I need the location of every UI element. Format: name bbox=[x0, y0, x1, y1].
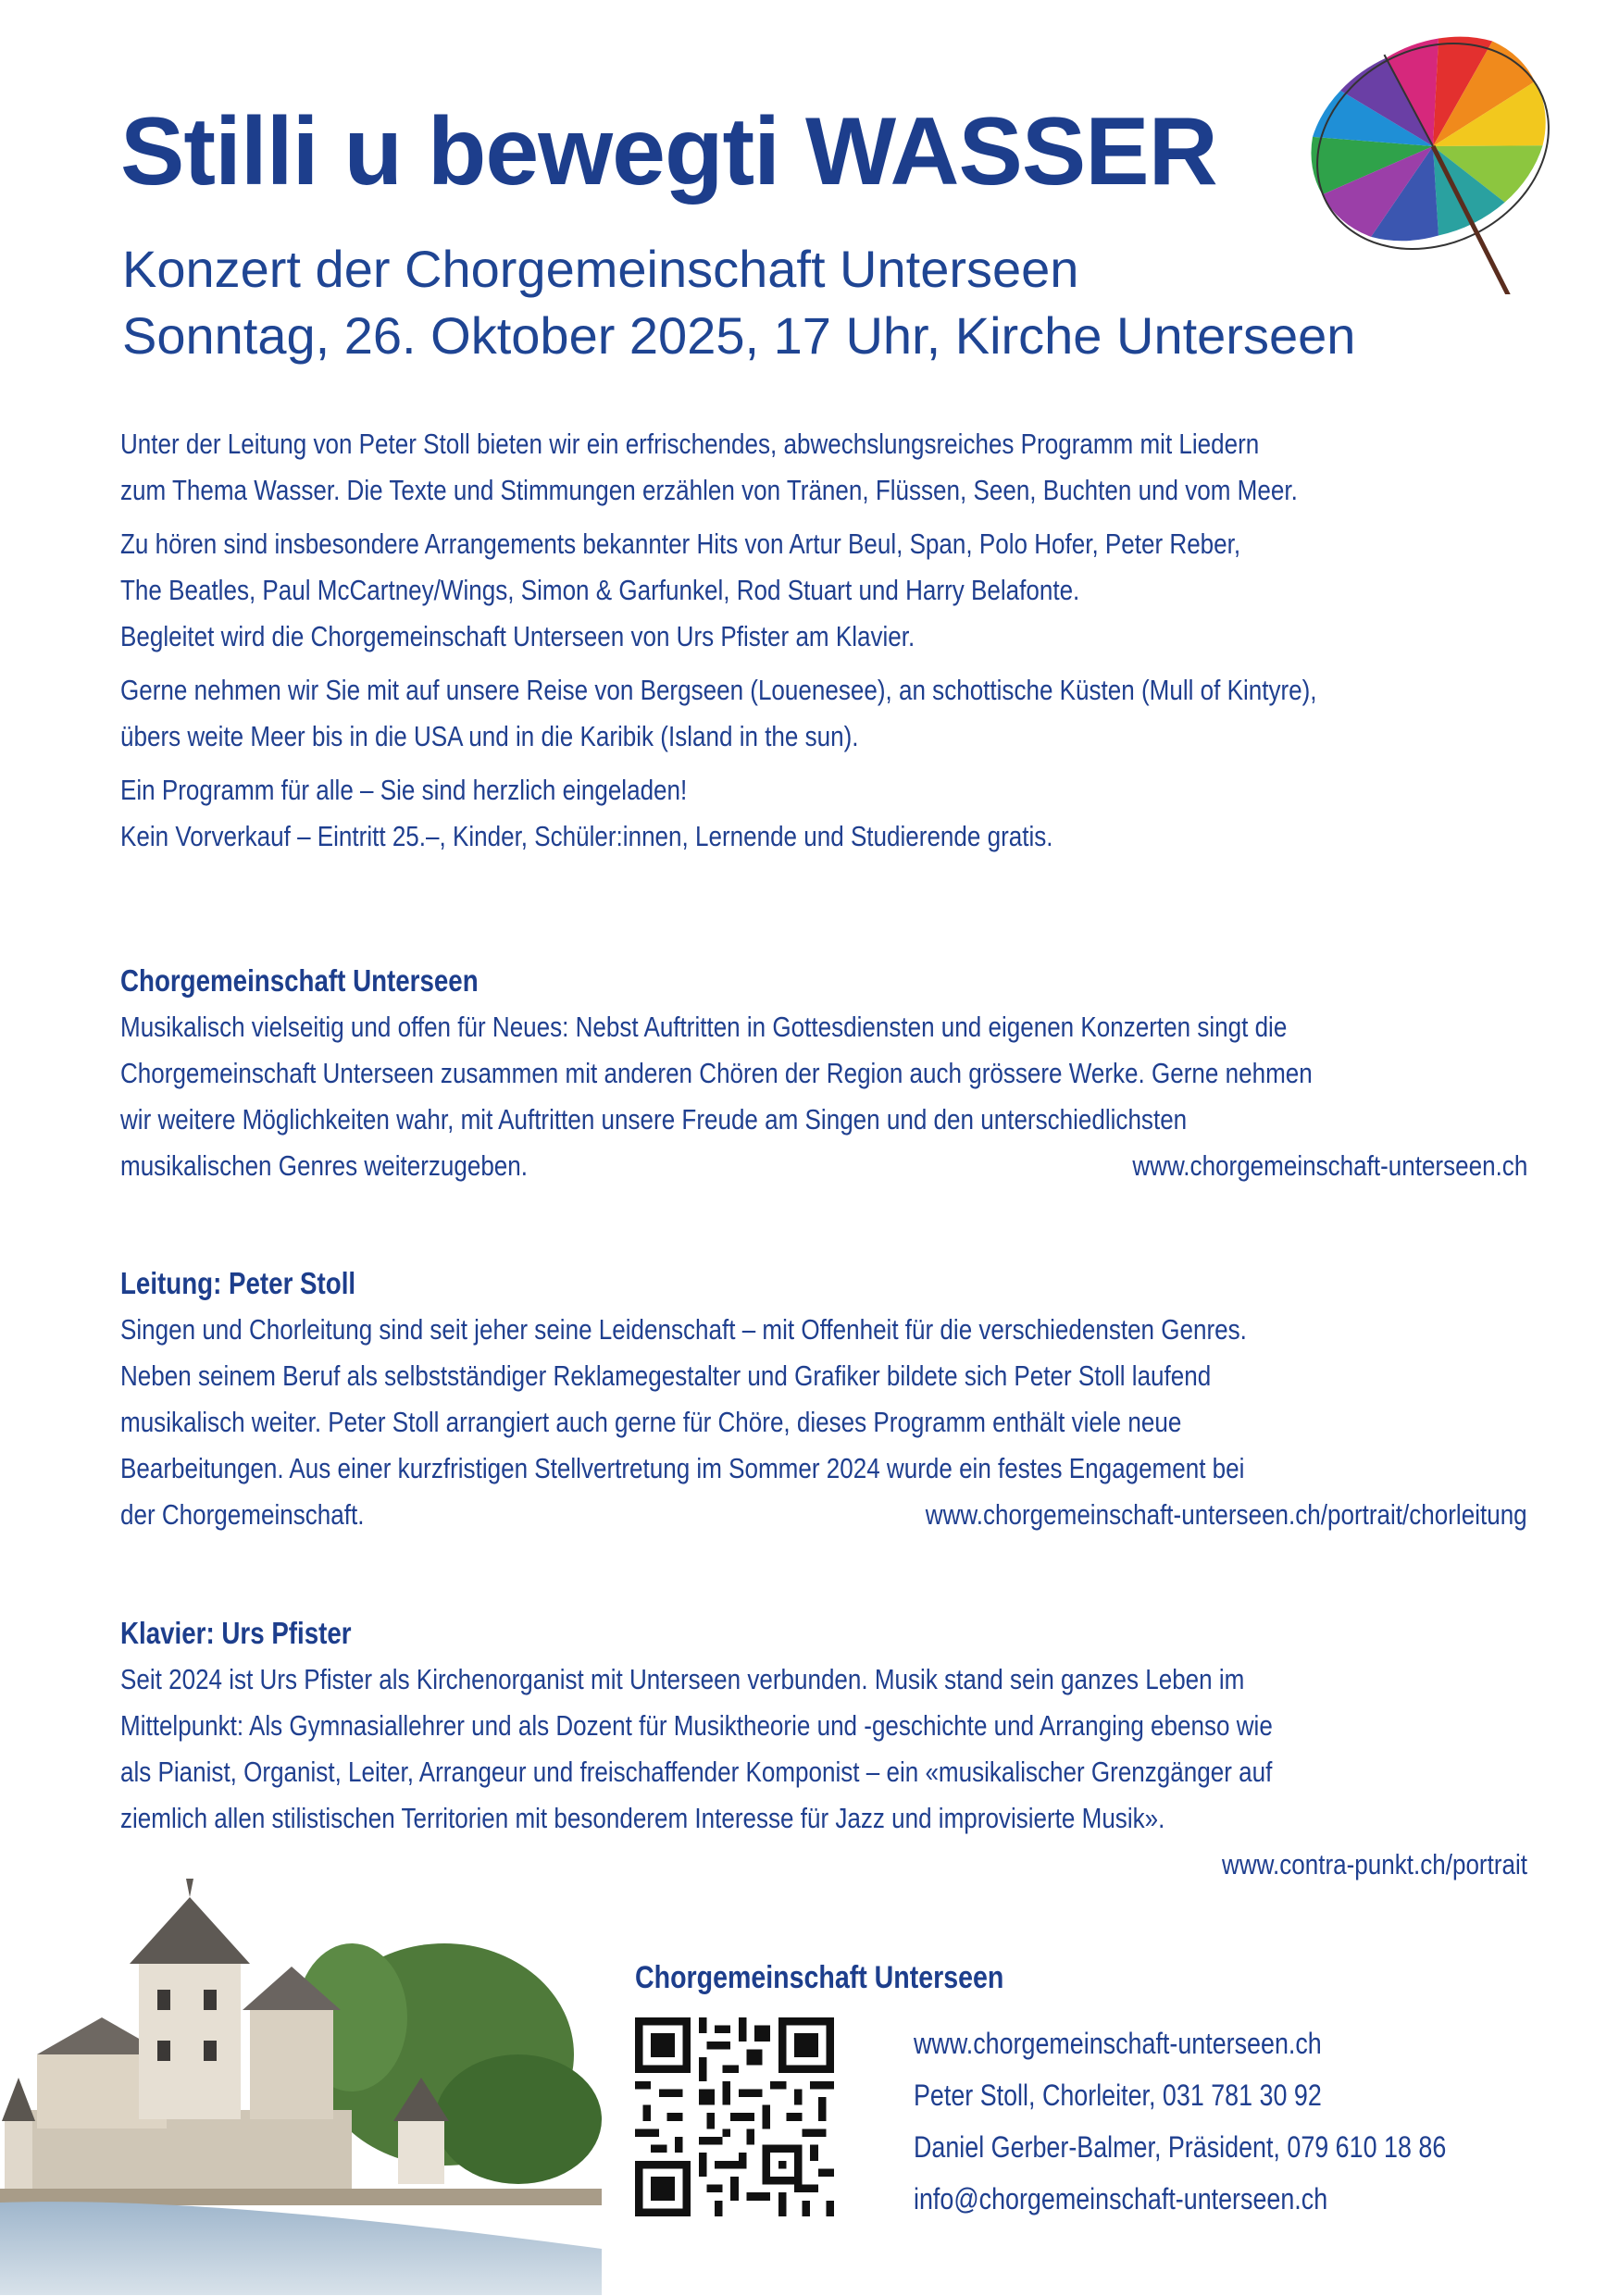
intro-text bbox=[120, 421, 1527, 867]
concert-subtitle: Konzert der Chorgemeinschaft Unterseen bbox=[122, 240, 1079, 298]
section-heading: Leitung: Peter Stoll bbox=[120, 1266, 356, 1300]
intro-paragraph-3: Gerne nehmen wir Sie mit auf unsere Reise von Bergseen (Louenesee), an schottische Küsten (Mull of Kintyre), übers weite Meer bis in die USA und in die Karibik (Island in the sun). bbox=[120, 674, 1317, 752]
contact-website-link[interactable]: www.chorgemeinschaft-unterseen.ch bbox=[914, 2027, 1322, 2060]
contact-title: Chorgemeinschaft Unterseen bbox=[635, 1960, 1004, 1995]
intro-paragraph-2: Zu hören sind insbesondere Arrangements bekannter Hits von Artur Beul, Span, Polo Hofer, Peter Reber, The Beatles, Paul McCartney/Wings, Simon & Garfunkel, Rod Stuart und Harry Belafonte. Begleitet wird die Chorgemeinschaft Unterseen von Urs Pfister am Klavier. bbox=[120, 527, 1241, 652]
intro-paragraph-4: Ein Programm für alle – Sie sind herzlich eingeladen! Kein Vorverkauf – Eintritt 25.–, Kinder, Schüler:innen, Lernende und Studierende gratis. bbox=[120, 774, 1053, 852]
rainbow-umbrella-icon bbox=[1296, 35, 1574, 294]
contact-email-link[interactable]: info@chorgemeinschaft-unterseen.ch bbox=[914, 2182, 1328, 2215]
section-heading: Klavier: Urs Pfister bbox=[120, 1616, 352, 1650]
contact-list bbox=[914, 2017, 1548, 2225]
page-title: Stilli u bewegti WASSER bbox=[120, 98, 1217, 205]
concert-date-location: Sonntag, 26. Oktober 2025, 17 Uhr, Kirche Unterseen bbox=[122, 306, 1356, 365]
castle-oberhofen-image bbox=[0, 1879, 602, 2295]
contact-praesident: Daniel Gerber-Balmer, Präsident, 079 610 18 86 bbox=[914, 2130, 1447, 2164]
chorleitung-link[interactable]: www.chorgemeinschaft-unterseen.ch/portrait/chorleitung bbox=[926, 1498, 1527, 1531]
section-chorgemeinschaft: Chorgemeinschaft Unterseen Musikalisch vielseitig und offen für Neues: Nebst Auftritten in Gottesdiensten und eigenen Konzerten singt die Chorgemeinschaft Unterseen zusammen mit anderen Chören der Region auch grössere Werke. Gerne nehmen wir weitere Möglichkeiten wahr, mit Auftritten unsere Freude am Singen und den unterschiedlichsten musikalischen Genres weiterzugeben. www.chorgemeinschaft-unterseen.ch bbox=[120, 958, 1527, 1189]
intro-paragraph-1: Unter der Leitung von Peter Stoll bieten wir ein erfrischendes, abwechslungsreiches Programm mit Liedern zum Thema Wasser. Die Texte und Stimmungen erzählen von Tränen, Flüssen, Seen, Buchten und vom Meer. bbox=[120, 428, 1298, 506]
contact-chorleiter: Peter Stoll, Chorleiter, 031 781 30 92 bbox=[914, 2079, 1322, 2112]
contra-punkt-link[interactable]: www.contra-punkt.ch/portrait bbox=[1222, 1848, 1527, 1880]
section-leitung: Leitung: Peter Stoll Singen und Chorleitung sind seit jeher seine Leidenschaft – mit Offenheit für die verschiedensten Genres. Neben seinem Beruf als selbstständiger Reklamegestalter und Grafiker bildete sich Peter Stoll laufend musikalisch weiter. Peter Stoll arrangiert auch gerne für Chöre, dieses Programm enthält viele neue Bearbeitungen. Aus einer kurzfristigen Stellvertretung im Sommer 2024 wurde ein festes Engagement bei der Chorgemeinschaft. www.chorgemeinschaft-unterseen.ch/portrait/chorleitung bbox=[120, 1260, 1527, 1538]
qr-code-icon[interactable] bbox=[635, 2017, 834, 2216]
website-link[interactable]: www.chorgemeinschaft-unterseen.ch bbox=[1132, 1149, 1527, 1182]
section-klavier: Klavier: Urs Pfister Seit 2024 ist Urs Pfister als Kirchenorganist mit Unterseen verbunden. Musik stand sein ganzes Leben im Mittelpunkt: Als Gymnasiallehrer und als Dozent für Musiktheorie und -geschichte und Arranging ebenso wie als Pianist, Organist, Leiter, Arrangeur und freischaffender Komponist – ein «musikalischer Grenzgänger auf ziemlich allen stilistischen Territorien mit besonderem Interesse für Jazz und improvisierte Musik». www.contra-punkt.ch/portrait bbox=[120, 1610, 1527, 1888]
section-heading: Chorgemeinschaft Unterseen bbox=[120, 963, 479, 998]
